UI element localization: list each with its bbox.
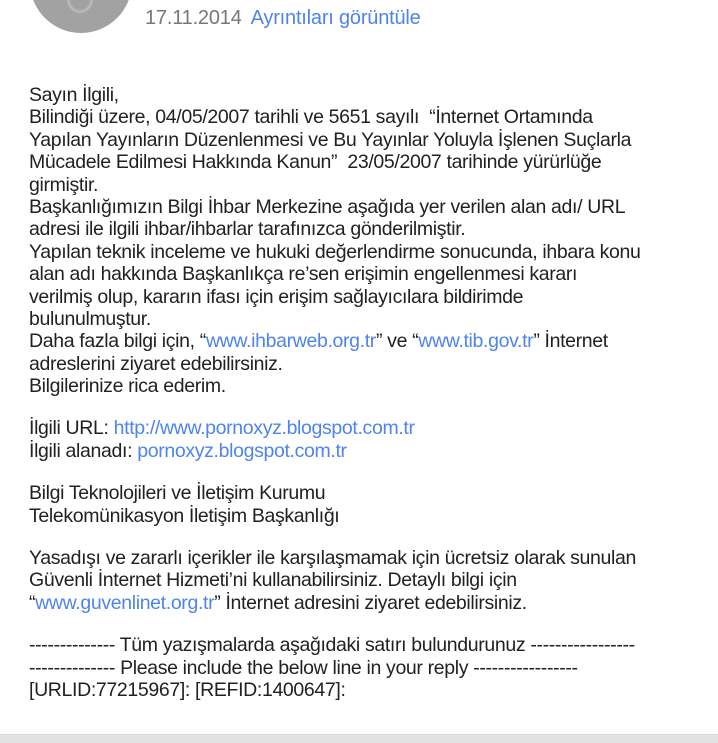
body-text: verilmiş olup, kararın ifası için erişim sağlayıcılara bildirimde [29, 285, 524, 308]
body-text: ” ve “ [375, 330, 419, 353]
body-line [29, 657, 695, 679]
body-line [29, 417, 695, 439]
body-line [29, 84, 695, 106]
view-details-link[interactable]: Ayrıntıları görüntüle [250, 7, 421, 29]
body-line [29, 196, 695, 218]
email-header [145, 7, 421, 30]
body-text: bulunulmuştur. [29, 307, 151, 330]
body-text: ” İnternet adresini ziyaret edebilirsiniz. [214, 591, 527, 614]
body-line [29, 375, 695, 397]
body-line [29, 353, 695, 375]
body-line [29, 547, 695, 569]
body-line [29, 505, 695, 527]
body-text: girmiştir. [29, 173, 99, 196]
body-link[interactable]: pornoxyz.blogspot.com.tr [137, 439, 347, 462]
body-line [29, 679, 695, 701]
body-text: Bilindiği üzere, 04/05/2007 tarihli ve 5651 sayılı “İnternet Ortamında [29, 106, 593, 129]
body-text: [URLID:77215967]: [REFID:1400647]: [29, 678, 346, 701]
blank-line [29, 397, 695, 417]
body-text: Yapılan Yayınların Düzenlenmesi ve Bu Yayınlar Yoluyla İşlenen Suçlarla [29, 128, 632, 151]
body-link[interactable]: www.tib.gov.tr [418, 330, 534, 353]
body-text: Güvenli İnternet Hizmeti’ni kullanabilirsiniz. Detaylı bilgi için [29, 569, 517, 592]
bottom-divider-bar [0, 734, 718, 743]
body-link[interactable]: http://www.pornoxyz.blogspot.com.tr [113, 417, 415, 440]
blank-line [29, 527, 695, 547]
body-text: Daha fazla bilgi için, “ [29, 330, 206, 353]
body-text: Mücadele Edilmesi Hakkında Kanun” 23/05/2007 tarihinde yürürlüğe [29, 151, 602, 174]
body-text: Telekomünikasyon İletişim Başkanlığı [29, 504, 340, 527]
body-line [29, 330, 695, 352]
person-icon [67, 0, 93, 13]
body-line [29, 263, 695, 285]
body-text: İlgili URL: [29, 417, 114, 440]
body-text: Sayın İlgili, [29, 84, 119, 106]
body-line [29, 592, 695, 614]
body-line [29, 241, 695, 263]
body-line [29, 129, 695, 151]
body-line [29, 151, 695, 173]
email-body [29, 84, 695, 701]
body-text: Yapılan teknik inceleme ve hukuki değerlendirme sonucunda, ihbara konu [29, 240, 641, 263]
body-text: Bilgilerinize rica ederim. [29, 375, 226, 398]
body-text: -------------- Please include the below line in your reply ----------------- [29, 656, 578, 679]
sender-avatar[interactable] [30, 0, 132, 33]
blank-line [29, 614, 695, 634]
body-link[interactable]: www.ihbarweb.org.tr [205, 330, 376, 353]
body-line [29, 440, 695, 462]
body-line [29, 634, 695, 656]
body-text: ” İnternet [533, 330, 608, 353]
body-text: adreslerini ziyaret edebilirsiniz. [29, 352, 283, 375]
blank-line [29, 462, 695, 482]
body-line [29, 106, 695, 128]
body-link[interactable]: www.guvenlinet.org.tr [35, 591, 215, 614]
body-line [29, 308, 695, 330]
body-line [29, 218, 695, 240]
body-line [29, 482, 695, 504]
body-text: İlgili alanadı: [29, 439, 138, 462]
body-line [29, 286, 695, 308]
body-line [29, 569, 695, 591]
body-text: Bilgi Teknolojileri ve İletişim Kurumu [29, 482, 326, 505]
body-text: Yasadışı ve zararlı içerikler ile karşılaşmamak için ücretsiz olarak sunulan [29, 547, 637, 570]
body-text: alan adı hakkında Başkanlıkça re’sen erişimin engellenmesi kararı [29, 263, 578, 286]
body-text: adresi ile ilgili ihbar/ihbarlar tarafınızca gönderilmiştir. [29, 218, 466, 241]
body-text: “ [29, 591, 36, 614]
body-text: -------------- Tüm yazışmalarda aşağıdaki satırı bulundurunuz ----------------- [29, 634, 635, 657]
body-line [29, 174, 695, 196]
email-date: 17.11.2014 [145, 7, 242, 29]
body-text: Başkanlığımızın Bilgi İhbar Merkezine aşağıda yer verilen alan adı/ URL [29, 195, 626, 218]
